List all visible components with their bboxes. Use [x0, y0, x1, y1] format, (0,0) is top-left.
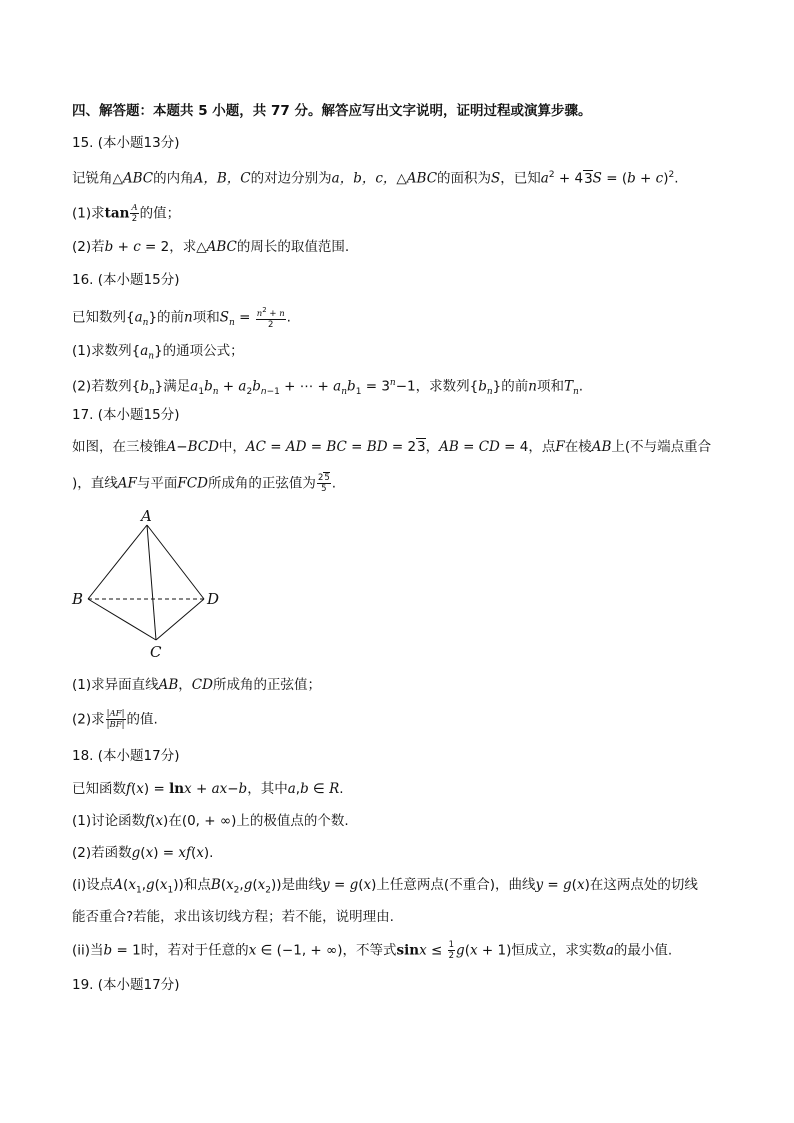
edge-ac [147, 525, 156, 640]
vertex-label-a: A [141, 507, 152, 525]
q15-header: 15. (本小题13分) [72, 135, 180, 151]
vertex-label-d: D [207, 590, 220, 608]
q18-part1: (1)讨论函数f(x)在(0, + ∞)上的极值点的个数. [72, 813, 349, 829]
q16-header: 16. (本小题15分) [72, 272, 180, 288]
tetrahedron-figure [68, 506, 238, 666]
q18-part2-i: (i)设点$A(x_1,g(x_1))$和点$B(x_2,g(x_2))$是曲线y = g(x)上任意两点(不重合)，曲线y = g(x)在这两点处的切线 [72, 877, 698, 896]
q18-part2-i-line2: 能否重合?若能，求出该切线方程；若不能，说明理由. [72, 909, 394, 925]
vertex-label-c: C [150, 643, 162, 661]
q18-part2-ii: (ii)当b = 1时，若对于任意的x ∈ (−1, + ∞)，不等式sinx ≤ $\frac{1}{2}$ g(x + 1)恒成立，求实数a的最小值. [72, 940, 673, 961]
q17-header: 17. (本小题15分) [72, 407, 180, 423]
q18-part2: (2)若函数g(x) = xf(x). [72, 845, 214, 861]
q15-stem: 记锐角△ABC的内角A，B，C的对边分别为a，b，c，△ABC的面积为S，已知$a^2 + 43S = (b + c)^2$. [72, 170, 679, 187]
section-heading: 四、解答题：本题共 5 小题，共 77 分。解答应写出文字说明，证明过程或演算步骤。 [72, 103, 592, 119]
q16-part1: (1)求数列$\{a_n\}$的通项公式； [72, 343, 244, 362]
vertex-label-b: B [72, 590, 84, 608]
q17-stem-line2: )，直线AF与平面FCD所成角的正弦值为 $\frac{25}{5}$ . [72, 473, 337, 494]
edge-cd [156, 599, 204, 640]
q15-part2: (2)若b + c = 2，求△ABC的周长的取值范围. [72, 239, 350, 255]
q17-stem-line1: 如图，在三棱锥A−BCD中，AC = AD = BC = BD = 23，AB = CD = 4，点F在棱AB上(不与端点重合 [72, 439, 712, 455]
q15-part1: (1)求tan $\frac{A}{2}$ 的值； [72, 203, 181, 224]
q18-stem: 已知函数f(x) = lnx + ax−b，其中a,b ∈ R. [72, 781, 344, 797]
edge-ad [147, 525, 204, 599]
q16-stem: 已知数列$\{a_n\}$的前n项和$S_n$ = $\frac{n^2 + n}{2}$ . [72, 306, 291, 330]
edge-ab [88, 525, 147, 599]
edge-bc [88, 599, 156, 640]
q17-part1: (1)求异面直线AB，CD所成角的正弦值； [72, 677, 321, 693]
q17-part2: (2)求 $\frac{|AF|}{|BF|}$ 的值. [72, 709, 158, 730]
q16-part2: (2)若数列$\{b_n\}$满足$a_1b_n + a_2b_{n-1}$ + ⋯ + $a_nb_1 = 3^n-1$，求数列$\{b_n\}$的前n项和$T_n$. [72, 378, 584, 398]
q19-header: 19. (本小题17分) [72, 977, 180, 993]
q18-header: 18. (本小题17分) [72, 748, 180, 764]
